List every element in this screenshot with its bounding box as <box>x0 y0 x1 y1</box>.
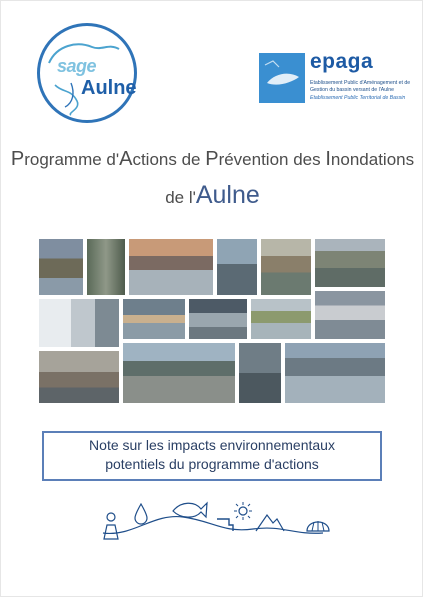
flood-photo <box>217 239 257 295</box>
flood-photo <box>87 239 125 295</box>
title-text: nondations <box>330 150 415 169</box>
flood-photo <box>251 299 311 339</box>
title-initial-p: P <box>10 148 25 170</box>
title-text: de l' <box>165 188 196 207</box>
water-drop-icon <box>133 503 149 525</box>
flood-photo <box>39 299 119 347</box>
epaga-logo <box>259 50 411 105</box>
flood-photo <box>189 299 247 339</box>
note-line-2: potentiels du programme d'actions <box>105 456 319 472</box>
document-title-line-2 <box>1 181 423 210</box>
note-box <box>42 431 382 481</box>
shell-icon <box>305 513 331 537</box>
epaga-line-2: Gestion du bassin versant de l'Aulne <box>310 87 395 93</box>
sage-aulne-logo <box>37 23 137 123</box>
flood-photo <box>315 291 385 339</box>
epaga-map-icon <box>259 53 305 103</box>
flood-photo <box>285 343 385 403</box>
title-text: révention des <box>218 150 326 169</box>
title-initial-p2: P <box>205 148 219 170</box>
epaga-line-3: Etablissement Public Territorial de Bassin <box>310 95 406 101</box>
aulne-word: Aulne <box>81 77 137 99</box>
flood-photo <box>315 239 385 287</box>
sage-word: sage <box>57 56 97 76</box>
flood-photo <box>39 239 83 295</box>
fish-icon <box>259 53 305 103</box>
title-aulne: Aulne <box>195 181 260 209</box>
flood-photo <box>123 343 235 403</box>
sun-icon <box>233 501 253 521</box>
title-text: ctions de <box>132 150 206 169</box>
flood-photo <box>239 343 281 403</box>
river-line-icon <box>93 493 335 545</box>
mountain-icon <box>255 511 285 533</box>
flood-photo <box>261 239 311 295</box>
flood-photo <box>123 299 185 339</box>
footer-illustration <box>93 493 335 545</box>
title-initial-a: A <box>119 148 133 170</box>
fish-icon <box>169 497 209 523</box>
title-initial-i: I <box>325 148 331 170</box>
document-title-line-1 <box>1 148 423 171</box>
note-line-1: Note sur les impacts environnementaux <box>89 437 335 453</box>
flood-photo <box>39 351 119 403</box>
epaga-name: epaga <box>310 50 374 73</box>
flood-photo <box>129 239 213 295</box>
epaga-line-1: Etablissement Public d'Aménagement et de <box>310 80 411 86</box>
title-text: rogramme d' <box>24 150 120 169</box>
person-icon <box>101 511 121 541</box>
